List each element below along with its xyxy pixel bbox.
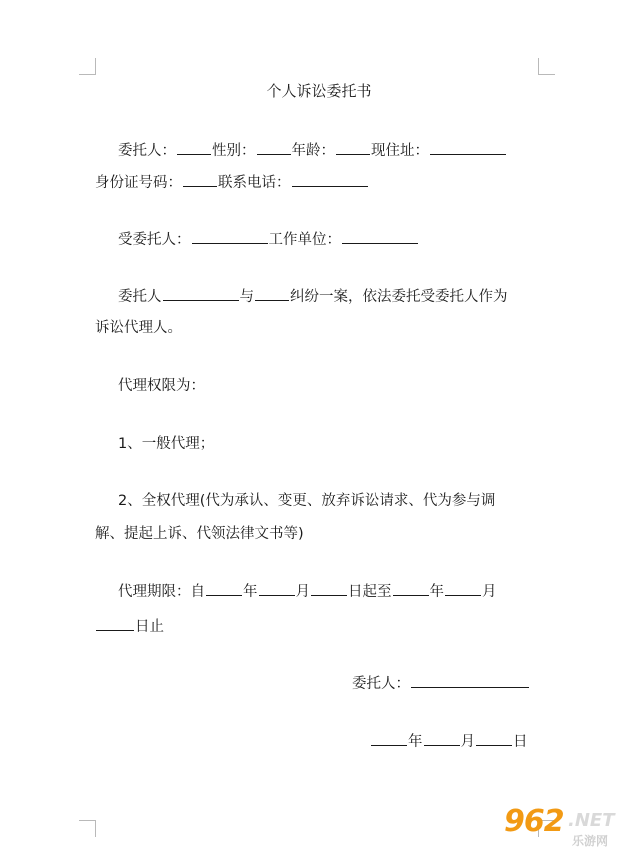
gender-label: 性别： bbox=[212, 143, 256, 159]
watermark-site-name: 乐游网 bbox=[572, 834, 609, 848]
principal-label: 委托人： bbox=[118, 143, 176, 159]
authority-item-1: 1、一般代理； bbox=[118, 436, 215, 452]
agent-name-blank[interactable] bbox=[192, 229, 268, 244]
signature-line bbox=[352, 673, 530, 694]
year-unit: 年 bbox=[243, 584, 258, 600]
end-month-blank[interactable] bbox=[445, 581, 481, 596]
authority-heading: 代理权限为： bbox=[118, 378, 205, 394]
agent-line bbox=[118, 229, 419, 250]
crop-mark-top-left bbox=[79, 58, 96, 75]
case-line-1 bbox=[118, 286, 508, 307]
age-blank[interactable] bbox=[336, 140, 370, 155]
end-year-blank[interactable] bbox=[393, 581, 429, 596]
authority-item-2-line-2: 解、提起上诉、代领法律文书等) bbox=[95, 526, 304, 542]
watermark-suffix: .NET bbox=[568, 810, 615, 831]
start-year-blank[interactable] bbox=[206, 581, 242, 596]
month-unit: 月 bbox=[460, 734, 475, 750]
document-title: 个人诉讼委托书 bbox=[266, 82, 372, 100]
age-label: 年龄： bbox=[291, 143, 335, 159]
case-principal-blank[interactable] bbox=[163, 286, 239, 301]
phone-label: 联系电话： bbox=[218, 175, 291, 191]
signature-label: 委托人： bbox=[352, 676, 410, 692]
case-party-blank[interactable] bbox=[255, 286, 289, 301]
signature-blank[interactable] bbox=[411, 673, 529, 688]
workplace-blank[interactable] bbox=[342, 229, 418, 244]
site-watermark bbox=[504, 804, 630, 850]
year-unit: 年 bbox=[408, 734, 423, 750]
year-unit: 年 bbox=[429, 584, 444, 600]
day-unit: 日 bbox=[513, 734, 528, 750]
phone-blank[interactable] bbox=[292, 172, 368, 187]
period-label: 代理期限：自 bbox=[118, 584, 205, 600]
watermark-number: 962 bbox=[504, 804, 564, 839]
end-day-blank[interactable] bbox=[96, 616, 134, 631]
gender-blank[interactable] bbox=[257, 140, 291, 155]
case-text-dispute: 纠纷一案，依法委托受委托人作为 bbox=[290, 289, 508, 305]
month-unit: 月 bbox=[482, 584, 497, 600]
crop-mark-bottom-left bbox=[79, 820, 96, 837]
period-line-2 bbox=[95, 616, 164, 637]
authority-item-2-line-1: 2、全权代理(代为承认、变更、放弃诉讼请求、代为参与调 bbox=[118, 493, 496, 509]
period-line-1 bbox=[118, 581, 497, 602]
date-day-blank[interactable] bbox=[476, 731, 512, 746]
workplace-label: 工作单位： bbox=[268, 232, 341, 248]
address-label: 现住址： bbox=[371, 143, 429, 159]
id-label: 身份证号码： bbox=[95, 175, 182, 191]
day-from-unit: 日起至 bbox=[348, 584, 392, 600]
date-line bbox=[370, 731, 528, 752]
principal-id-line bbox=[95, 172, 369, 193]
start-day-blank[interactable] bbox=[311, 581, 347, 596]
case-text-principal: 委托人 bbox=[118, 289, 162, 305]
case-line-2: 诉讼代理人。 bbox=[95, 320, 182, 336]
principal-info-line bbox=[118, 140, 507, 161]
address-blank[interactable] bbox=[430, 140, 506, 155]
start-month-blank[interactable] bbox=[259, 581, 295, 596]
date-year-blank[interactable] bbox=[371, 731, 407, 746]
crop-mark-top-right bbox=[538, 58, 555, 75]
agent-label: 受委托人： bbox=[118, 232, 191, 248]
id-blank[interactable] bbox=[183, 172, 217, 187]
name-blank[interactable] bbox=[177, 140, 211, 155]
date-month-blank[interactable] bbox=[424, 731, 460, 746]
case-text-with: 与 bbox=[239, 289, 254, 305]
month-unit: 月 bbox=[295, 584, 310, 600]
day-end-unit: 日止 bbox=[135, 619, 164, 635]
